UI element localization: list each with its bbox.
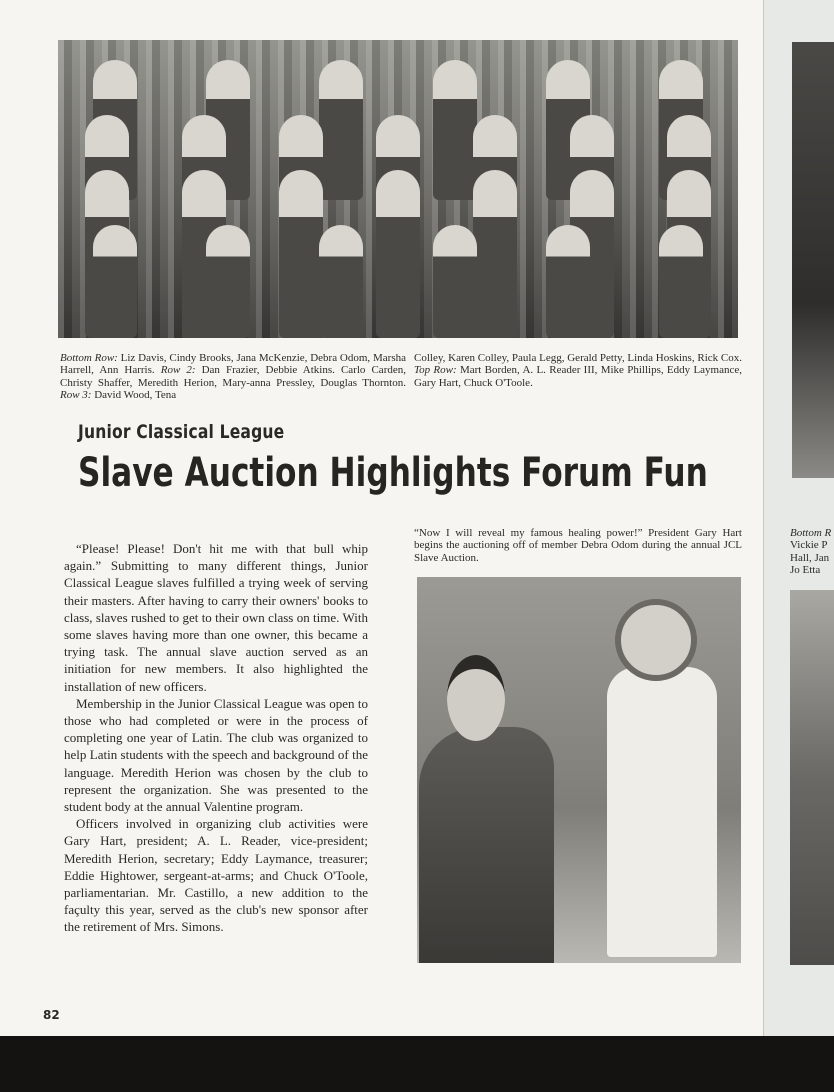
caption-row-3-names-start: David Wood, Tena: [91, 389, 177, 402]
group-photo-caption-right: [414, 352, 742, 389]
caption-row-3-names-end: Colley, Karen Colley, Paula Legg, Gerald Petty, Linda Hoskins, Rick Cox.: [414, 352, 742, 364]
article-paragraph: Officers involved in organizing club activities were Gary Hart, president; A. L. Reader, vice-president; Meredith Herion, secretary; Eddy Laymance, treasurer; Eddie Hightower, sergeant-at-arms; and Chuck O'Toole, parliamentarian. Mr. Castillo, a new addition to the façulty this year, served as the club's new sponsor after the retirement of Mrs. Simons.: [64, 816, 368, 935]
auction-photo-caption: “Now I will reveal my famous healing power!” President Gary Hart begins the auctioning off of member Debra Odom during the annual JCL Slave Auction.: [414, 527, 742, 564]
club-group-photo: [58, 40, 738, 338]
robed-student: [419, 727, 554, 963]
facing-page-photo-top: [792, 42, 834, 478]
facing-caption-label: Bottom R: [790, 527, 832, 539]
facing-page-caption: [790, 527, 834, 577]
person: [546, 225, 590, 338]
page-number: 82: [43, 1008, 60, 1022]
caption-bottom-row-names: Liz Davis, Cindy Brooks, Jana McKenzie, Debra Odom, Marsha Harrell, Ann Harris.: [60, 352, 406, 377]
person: [206, 225, 250, 338]
caption-label-row-3: Row 3:: [60, 389, 92, 402]
person: [93, 225, 137, 338]
slave-auction-photo: [417, 577, 741, 963]
article-headline: Slave Auction Highlights Forum Fun: [78, 450, 708, 496]
student-head: [447, 655, 505, 741]
article-paragraph: “Please! Please! Don't hit me with that bull whip again.” Submitting to many different things, Junior Classical League slaves fulfilled a trying week of serving their masters. After having to carry their owners' books to class, slaves rushed to get to their own class on time. With some slaves having more than one owner, this became a trying task. The annual slave auction served as an initiation for new members. It also highlighted the installation of new officers.: [64, 541, 368, 694]
group-photo-caption-left: [60, 352, 406, 402]
facing-page-photo-bottom: [790, 590, 834, 965]
student-in-dress: [607, 667, 717, 957]
caption-top-row-names: Mart Borden, A. L. Reader III, Mike Phillips, Eddy Laymance, Gary Hart, Chuck O'Toole.: [414, 364, 743, 389]
caption-row-2-names: Dan Frazier, Debbie Atkins. Carlo Carden, Christy Shaffer, Meredith Herion, Mary-anna Pressley, Douglas Thornton.: [60, 364, 406, 389]
facing-caption-line: Hall, Jan: [790, 551, 830, 564]
person: [319, 225, 363, 338]
caption-label-row-2: Row 2:: [160, 364, 196, 377]
person: [659, 225, 703, 338]
person: [433, 225, 477, 338]
scan-background: [0, 1036, 834, 1092]
article-paragraph: Membership in the Junior Classical League was open to those who had completed or were in the process of completing one year of Latin. The club was organized to help Latin students with the speech and background of the language. Meredith Herion was chosen by the club to represent the organization. She was presented to the student body at the annual Valentine program.: [64, 695, 368, 815]
facing-caption-line: Jo Etta: [790, 564, 821, 577]
facing-caption-line: Vickie P: [790, 539, 828, 552]
caption-label-top-row: Top Row:: [414, 364, 457, 377]
caption-label-bottom-row: Bottom Row:: [60, 352, 118, 364]
article-body: [64, 540, 368, 936]
student-head: [615, 599, 697, 681]
section-kicker: Junior Classical League: [78, 421, 285, 443]
